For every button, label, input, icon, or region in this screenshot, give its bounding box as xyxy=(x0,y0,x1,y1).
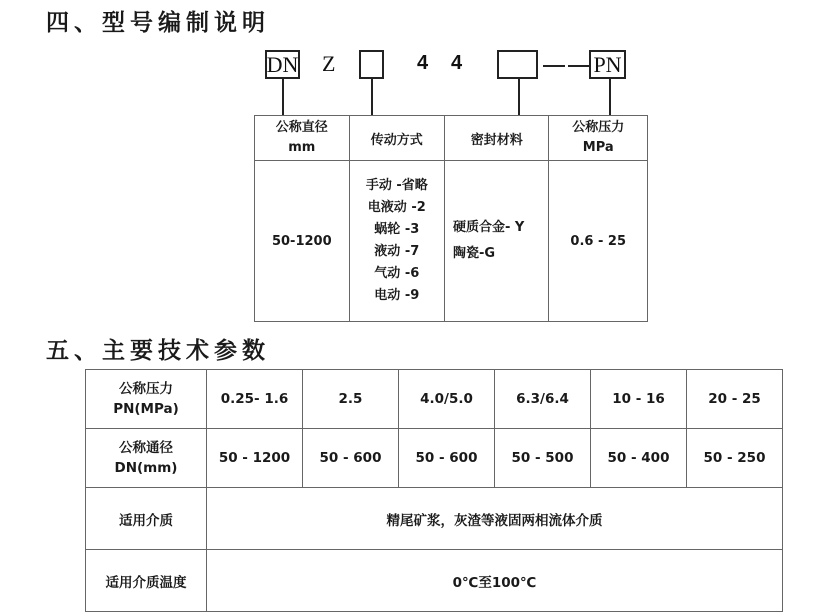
label-text: 公称压力 xyxy=(119,381,173,397)
value-cell: 50 - 1200 xyxy=(207,429,303,488)
seal-material-item: 硬质合金- Y xyxy=(453,220,525,235)
header-nominal-diameter xyxy=(255,116,350,161)
cell-drive-modes xyxy=(349,161,444,322)
code-letter-z: Z xyxy=(322,51,336,76)
drive-mode-item: 液动 -7 xyxy=(374,244,420,259)
value-cell-wide: 精尾矿浆，灰渣等液固两相流体介质 xyxy=(207,488,783,550)
code-box-dn: DN xyxy=(265,50,300,79)
header-label: 传动方式 xyxy=(370,132,423,148)
connector-line xyxy=(609,79,611,115)
code-box-drive xyxy=(359,50,384,79)
label-unit: PN(MPa) xyxy=(113,401,179,417)
code-digit-1: 4 xyxy=(417,52,429,74)
header-nominal-pressure xyxy=(549,116,648,161)
row-nominal-diameter xyxy=(86,429,783,488)
header-drive-mode xyxy=(349,116,444,161)
header-seal-material xyxy=(445,116,549,161)
row-label xyxy=(86,370,207,429)
connector-line xyxy=(282,79,284,115)
row-medium-temperature xyxy=(86,550,783,612)
value-cell: 50 - 400 xyxy=(591,429,687,488)
value-cell: 50 - 500 xyxy=(495,429,591,488)
drive-mode-item: 蜗轮 -3 xyxy=(374,222,420,237)
label-unit: DN(mm) xyxy=(114,460,178,476)
cell-diameter-range: 50-1200 xyxy=(255,161,350,322)
header-label: 公称直径 xyxy=(275,120,328,135)
dash-line xyxy=(568,65,590,67)
cell-pressure-range: 0.6 - 25 xyxy=(549,161,648,322)
tech-params-table xyxy=(85,369,783,612)
value-cell: 50 - 250 xyxy=(687,429,783,488)
connector-line xyxy=(371,79,373,115)
cell-seal-materials xyxy=(445,161,549,322)
value-cell: 20 - 25 xyxy=(687,370,783,429)
value-cell: 50 - 600 xyxy=(399,429,495,488)
model-code-table xyxy=(254,115,648,322)
value-cell-wide: 0℃至100℃ xyxy=(207,550,783,612)
drive-mode-item: 电液动 -2 xyxy=(367,200,426,215)
label-text: 公称通径 xyxy=(119,440,173,456)
header-label: 公称压力 xyxy=(572,120,625,135)
row-label xyxy=(86,429,207,488)
code-digit-2: 4 xyxy=(451,52,463,74)
value-cell: 4.0/5.0 xyxy=(399,370,495,429)
row-nominal-pressure xyxy=(86,370,783,429)
section-title-tech-params: 五、主要技术参数 xyxy=(46,338,270,364)
value-cell: 10 - 16 xyxy=(591,370,687,429)
code-box-pn: PN xyxy=(589,50,626,79)
section-title-model-code: 四、型号编制说明 xyxy=(46,10,270,36)
seal-material-item: 陶瓷-G xyxy=(453,246,496,261)
header-unit: MPa xyxy=(582,140,614,155)
dash-line xyxy=(543,65,565,67)
code-box-seal xyxy=(497,50,538,79)
header-label: 密封材料 xyxy=(470,132,523,148)
row-label: 适用介质温度 xyxy=(86,550,207,612)
value-cell: 6.3/6.4 xyxy=(495,370,591,429)
drive-mode-item: 气动 -6 xyxy=(374,266,420,281)
value-cell: 2.5 xyxy=(303,370,399,429)
row-label: 适用介质 xyxy=(86,488,207,550)
row-applicable-medium xyxy=(86,488,783,550)
connector-line xyxy=(518,79,520,115)
value-cell: 50 - 600 xyxy=(303,429,399,488)
drive-mode-item: 电动 -9 xyxy=(374,288,420,303)
drive-mode-item: 手动 -省略 xyxy=(365,178,428,193)
value-cell: 0.25- 1.6 xyxy=(207,370,303,429)
header-unit: mm xyxy=(288,140,316,155)
